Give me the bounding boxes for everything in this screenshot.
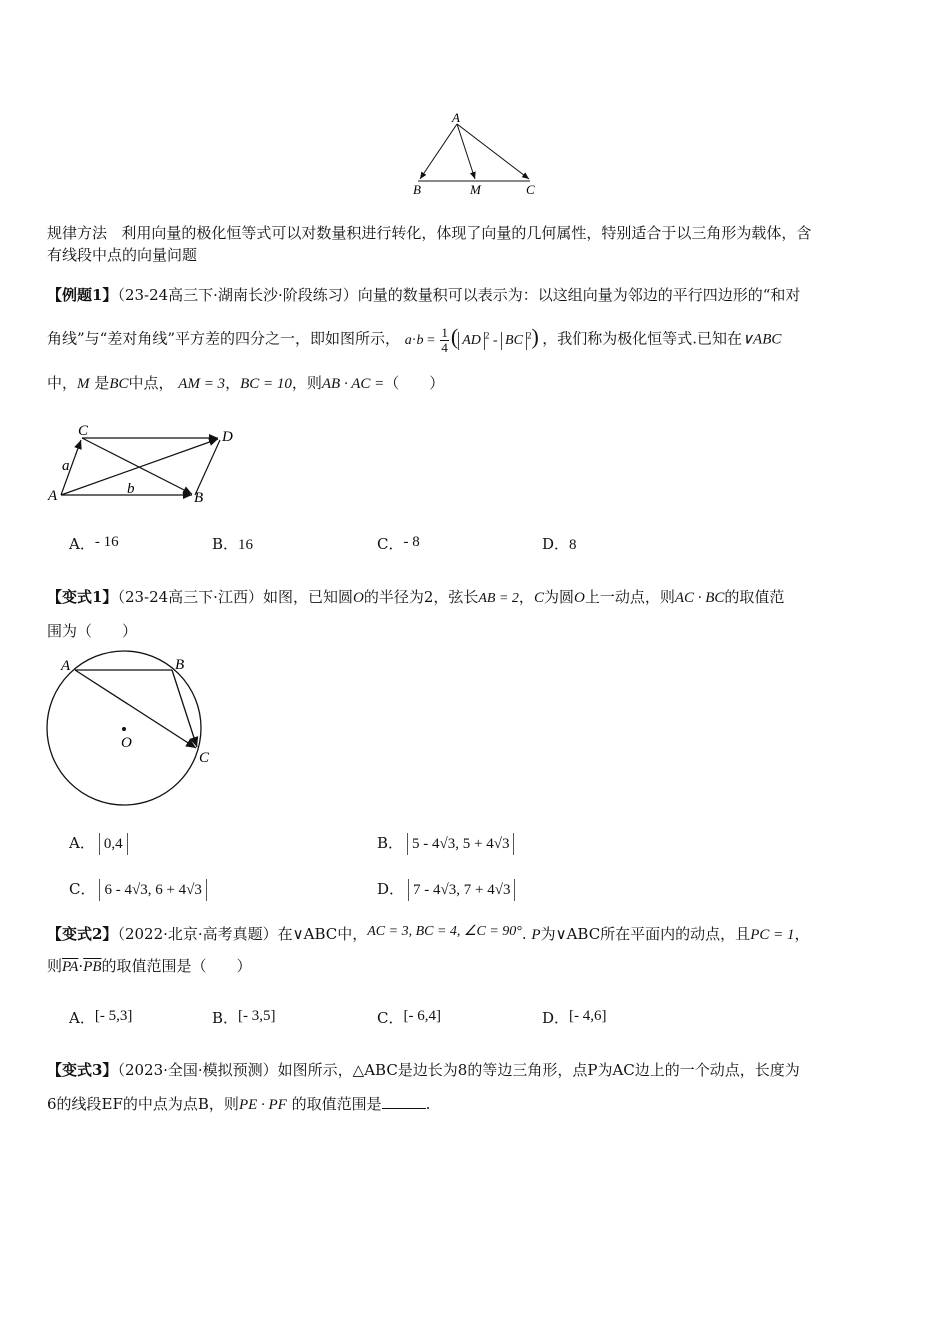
svg-text:A: A: [48, 488, 58, 504]
method-title: 规律方法: [47, 224, 108, 242]
variant1-option-b[interactable]: B． 5 - 4√3, 5 + 4√3: [377, 832, 514, 855]
am-condition: AM = 3: [178, 376, 226, 392]
vector-ac: [457, 124, 529, 179]
svg-text:B: B: [194, 490, 204, 506]
side-bd: [195, 440, 220, 495]
circle-figure: [40, 650, 230, 810]
method-text-1: 利用向量的极化恒等式可以对数量积进行转化，体现了向量的几何属性，特别适合于以三角形为载体，含: [121, 224, 812, 242]
variant3-line-1: 【变式3】（2023·全国·模拟预测）如图所示，△ABC是边长为8的等边三角形，点P为AC边上的一个动点，长度为: [47, 1061, 800, 1079]
triangle-median-figure: [405, 108, 550, 200]
variant2-option-d[interactable]: D．[- 4,6]: [542, 1008, 607, 1027]
svg-text:D: D: [222, 429, 233, 445]
example1-option-b[interactable]: B．16: [212, 535, 254, 553]
parallelogram-figure: [40, 420, 250, 512]
label-b: B: [413, 182, 421, 197]
svg-text:a: a: [62, 458, 70, 474]
bc-condition: BC = 10: [240, 376, 292, 392]
example1-option-c[interactable]: C．- 8: [377, 534, 420, 553]
variant1-option-a[interactable]: A． 0,4: [69, 832, 128, 855]
right-angle-condition: AC = 3, BC = 4, ∠C = 90°: [367, 924, 522, 939]
method-line-2: 有线段中点的向量问题: [47, 246, 198, 264]
dot-product-expression: PE · PF: [238, 1097, 287, 1113]
triangle-abc-symbol: ∨ABC: [742, 331, 782, 348]
variant1-option-c[interactable]: C． 6 - 4√3, 6 + 4√3: [69, 878, 207, 901]
variant1-label: 【变式1】: [47, 588, 118, 606]
dot-product-expression: AB · AC =: [321, 376, 385, 392]
variant1-line-1: 【变式1】（23-24高三下·江西）如图，已知圆O的半径为2，弦长AB = 2，C为圆O上一动点，则AC · BC的取值范: [47, 588, 785, 606]
svg-text:C: C: [199, 750, 210, 766]
svg-text:B: B: [175, 657, 185, 673]
label-a: A: [452, 110, 460, 125]
example1-option-d[interactable]: D．8: [542, 535, 577, 553]
svg-text:A: A: [61, 658, 71, 674]
svg-text:b: b: [127, 481, 135, 497]
variant3-label: 【变式3】: [47, 1061, 118, 1079]
fraction-quarter: $\frac{1}{4}$: [441, 324, 448, 355]
svg-text:O: O: [121, 735, 132, 751]
polarization-formula: a·b = $\frac{1}{4}$ ( AD $^2$ - BC $^2$): [404, 323, 539, 355]
example1-label: 【例题1】: [47, 286, 118, 304]
label-c: C: [526, 182, 535, 197]
answer-blank[interactable]: [382, 1094, 426, 1109]
variant3-line-2: 6的线段EF的中点为点B，则PE · PF 的取值范围是 .: [47, 1095, 431, 1113]
variant2-line-2: 则$\overline{PA}\cdot\overline{PB}$的取值范围是（ ）: [47, 957, 252, 975]
variant2-option-b[interactable]: B．[- 3,5]: [212, 1008, 276, 1027]
variant1-line-2: 围为（ ）: [47, 622, 138, 640]
variant2-option-c[interactable]: C．[- 6,4]: [377, 1008, 441, 1027]
example1-line-3: 中，M 是BC中点， AM = 3，BC = 10，则AB · AC =（ ）: [47, 374, 445, 392]
example1-source: （23-24高三下·湖南长沙·阶段练习）: [117, 286, 358, 304]
diagonal-cb: [82, 438, 192, 494]
example1-option-a[interactable]: A．- 16: [69, 534, 119, 553]
label-m: M: [470, 182, 481, 197]
variant2-line-1: 【变式2】（2022·北京·高考真题）在∨ABC中，AC = 3, BC = 4, ∠C = 90°. P为∨ABC所在平面内的动点，且PC = 1，: [47, 924, 810, 943]
chord-condition: AB = 2: [478, 591, 519, 606]
variant1-option-d[interactable]: D． 7 - 4√3, 7 + 4√3: [377, 878, 515, 901]
example1-line-2: 角线”与“差对角线”平方差的四分之一，即如图所示， a·b = $\frac{1}{4}$ ( AD $^2$ - BC $^2$) ，我们称为极化恒等式.已知在∨ABC: [47, 323, 782, 355]
variant2-option-a[interactable]: A．[- 5,3]: [69, 1008, 133, 1027]
vector-am: [457, 124, 475, 179]
method-line-1: [47, 221, 904, 245]
center-point: [122, 727, 126, 731]
vector-ac: [75, 670, 196, 748]
variant2-label: 【变式2】: [47, 925, 118, 943]
dot-product-expression: AC · BC: [674, 590, 725, 606]
svg-text:C: C: [78, 423, 89, 439]
example1-line-1: 【例题1】（23-24高三下·湖南长沙·阶段练习）向量的数量积可以表示为：以这组向量为邻边的平行四边形的“和对: [47, 286, 801, 304]
vector-ab: [420, 124, 457, 179]
